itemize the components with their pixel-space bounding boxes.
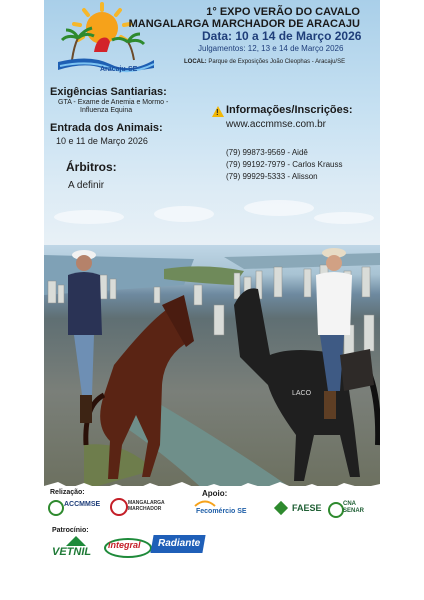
realization-label: Relização:	[50, 489, 85, 496]
faese-logo-icon	[274, 501, 288, 515]
riders-photo	[44, 245, 380, 490]
event-poster: Aracaju-SE 1° EXPO VERÃO DO CAVALO MANGALARGA MARCHADOR DE ARACAJU Data: 10 a 14 de Março 2026 Julgamentos: 12, 13 e 14 de Março 2026 LOCAL: Parque de Exposições João Cleophas - Aracaju/SE Exigências Santiarias: GTA - Exame de Anemia e Mormo - Influenza Equina Entrada dos Animais: 10 e 11 de Março 2026 Árbitros: A definir ! Informações/Inscrições: www.accmmse.com.br (79) 99873-9569 - Aidê (79) 99192-7979 - Carlos Krauss (79) 99929-5333 - Alisson LACO Relização: ACCMMSE MANGALARGA MARCHADOR Apoio: Fecomércio SE FAESE CNA SENAR Patrocínio: VETNIL integral Radiante	[44, 0, 380, 600]
integral-logo: integral	[108, 540, 141, 550]
saddle-text: LACO	[292, 390, 312, 397]
event-location	[184, 59, 345, 65]
location-label: LOCAL:	[184, 59, 207, 65]
cloud	[54, 210, 124, 224]
mangalarga-logo: MANGALARGA MARCHADOR	[128, 500, 165, 512]
radiante-logo: Radiante	[158, 538, 201, 549]
sponsors-section	[44, 486, 380, 600]
cloud	[314, 212, 374, 224]
health-requirements-title: Exigências Santiarias:	[50, 86, 167, 98]
sponsorship-label: Patrocínio:	[52, 527, 89, 534]
cloud	[244, 200, 314, 216]
event-subtitle: MANGALARGA MARCHADOR DE ARACAJU	[128, 18, 360, 30]
fecomercio-arc-icon	[194, 499, 216, 507]
judges-title: Árbitros:	[66, 160, 117, 174]
event-date: Data: 10 a 14 de Março 2026	[202, 29, 362, 43]
event-title: 1° EXPO VERÃO DO CAVALO	[206, 6, 360, 18]
judges-value: A definir	[68, 180, 105, 191]
mangalarga-logo-icon	[110, 498, 128, 516]
animal-entry-title: Entrada dos Animais:	[50, 122, 163, 134]
animal-entry-dates: 10 e 11 de Março 2026	[56, 136, 148, 146]
contact-phone-alisson: (79) 99929-5333 - Alisson	[226, 172, 318, 181]
vetnil-logo-icon	[66, 536, 86, 546]
accmmse-logo-icon	[48, 500, 64, 516]
judgment-dates: Julgamentos: 12, 13 e 14 de Março 2026	[198, 44, 344, 53]
contact-phone-aide: (79) 99873-9569 - Aidê	[226, 148, 308, 157]
cna-senar-logo: CNA SENAR	[343, 501, 365, 514]
location-value: Parque de Exposições João Cleophas - Aracaju/SE	[208, 59, 346, 65]
health-requirements-line2: Influenza Equina	[80, 107, 133, 114]
cna-senar-logo-icon	[328, 502, 344, 518]
contact-phone-carlos: (79) 99192-7979 - Carlos Krauss	[226, 160, 343, 169]
vetnil-logo: VETNIL	[52, 546, 92, 558]
accmmse-logo: ACCMMSE	[64, 501, 101, 508]
faese-logo: FAESE	[292, 503, 322, 513]
city-and-horses-illustration	[44, 245, 380, 490]
cloud	[154, 206, 214, 222]
info-title: Informações/Inscrições:	[226, 104, 353, 116]
support-label: Apoio:	[202, 489, 228, 498]
logo-caption: Aracaju-SE	[100, 66, 138, 73]
fecomercio-logo: Fecomércio SE	[196, 508, 247, 515]
health-requirements-line1: GTA - Exame de Anemia e Mormo -	[58, 99, 169, 106]
website-link[interactable]: www.accmmse.com.br	[226, 119, 327, 130]
